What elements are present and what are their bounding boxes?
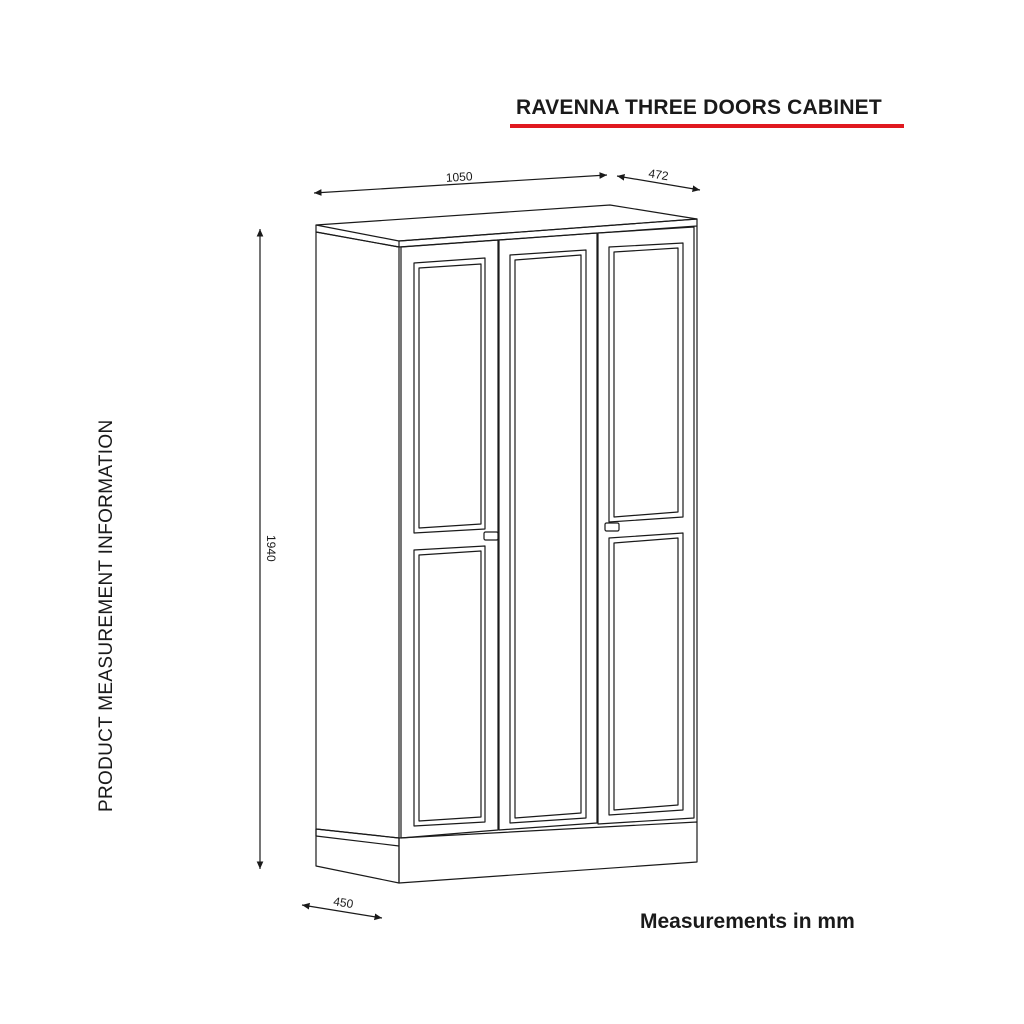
- door-right-lower-panel: [609, 533, 683, 815]
- left-door-handle: [484, 532, 498, 540]
- height-dimension: [260, 229, 278, 869]
- depth-top-label: 472: [647, 166, 670, 184]
- door-left-lower-panel: [414, 546, 485, 826]
- product-title: RAVENNA THREE DOORS CABINET: [516, 96, 882, 119]
- door-right-upper-panel: [609, 243, 683, 522]
- width-dimension: [314, 169, 607, 193]
- cabinet-top-front-edge: [399, 219, 697, 247]
- plinth-front: [399, 822, 697, 883]
- cabinet-side-panel: [316, 232, 399, 838]
- cabinet-body: [316, 205, 697, 883]
- measurement-info-label: PRODUCT MEASUREMENT INFORMATION: [96, 419, 117, 812]
- width-label: 1050: [445, 169, 473, 185]
- depth-top-dimension: [617, 166, 700, 190]
- height-label: 1940: [264, 535, 278, 562]
- door-left-upper-panel: [414, 258, 485, 533]
- door-middle-panel: [510, 250, 586, 823]
- right-door-handle: [605, 523, 619, 531]
- depth-base-dimension: [302, 894, 382, 918]
- depth-base-label: 450: [332, 894, 355, 912]
- door-middle: [499, 233, 597, 830]
- units-note: Measurements in mm: [640, 910, 855, 933]
